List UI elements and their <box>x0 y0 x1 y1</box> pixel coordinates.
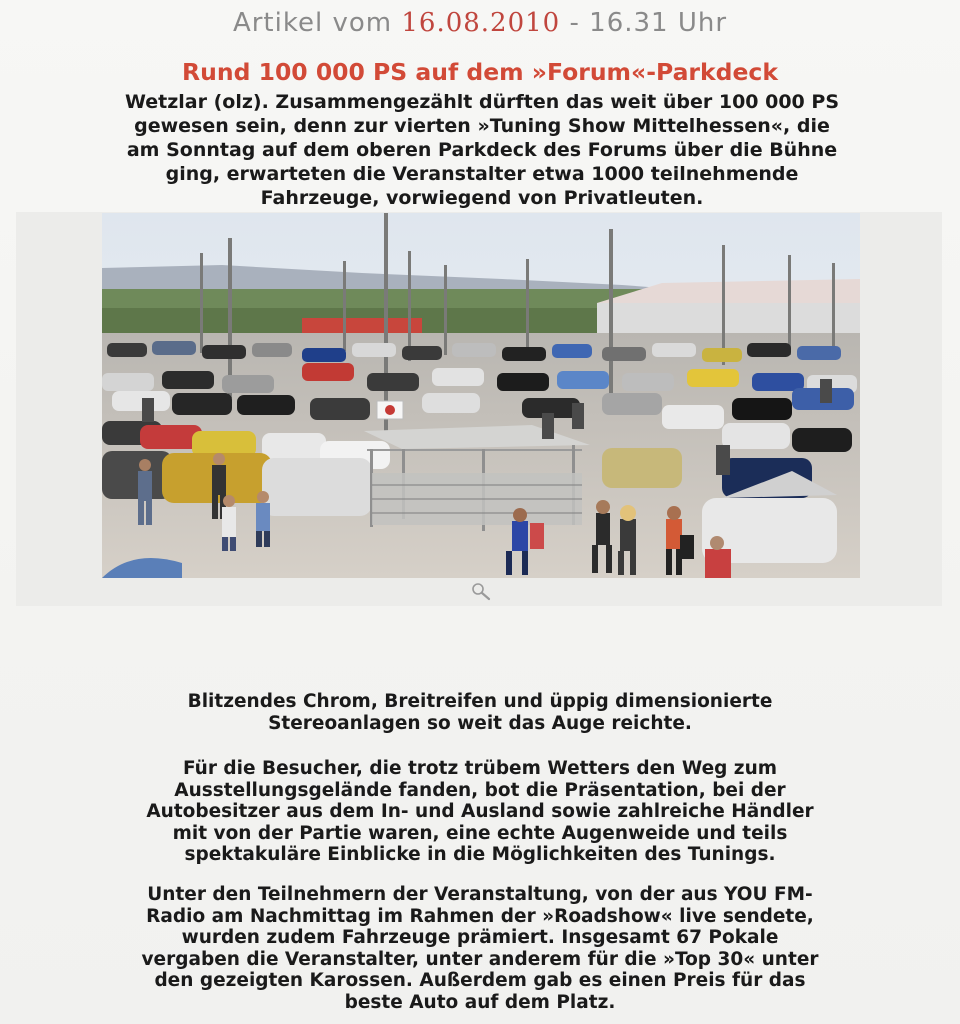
lead-line: am Sonntag auf dem oberen Parkdeck des Forums über die Bühne <box>126 139 838 161</box>
paragraph-line: Blitzendes Chrom, Breitreifen und üppig dimensionierte <box>187 691 773 712</box>
paragraph-line: Unter den Teilnehmern der Veranstaltung, von der aus YOU FM- <box>147 884 813 905</box>
paragraph-line: Für die Besucher, die trotz trübem Wetters den Weg zum <box>182 758 778 779</box>
paragraph-line: Stereoanlagen so weit das Auge reichte. <box>268 712 692 734</box>
lead-line: ging, erwarteten die Veranstalter etwa 1000 teilnehmende <box>165 163 799 185</box>
lead-line: Wetzlar (olz). Zusammengezählt dürften das weit über 100 000 PS <box>124 91 840 113</box>
article-photo[interactable] <box>102 213 860 578</box>
article-headline: Rund 100 000 PS auf dem »Forum«-Parkdeck <box>182 58 778 86</box>
article-paragraph <box>14 758 946 866</box>
article-paragraph <box>14 884 946 1013</box>
article-lead <box>22 90 942 210</box>
paragraph-line: mit von der Partie waren, eine echte Augenweide und teils <box>172 822 788 844</box>
lead-line: Fahrzeuge, vorwiegend von Privatleuten. <box>260 187 704 209</box>
zoom-magnifier-icon[interactable] <box>470 582 492 602</box>
article-paragraph <box>14 691 946 734</box>
paragraph-line: Ausstellungsgelände fanden, bot die Präsentation, bei der <box>174 779 786 801</box>
paragraph-line: Radio am Nachmittag im Rahmen der »Roadshow« live sendete, <box>146 905 814 927</box>
dateline-prefix: Artikel vom <box>232 8 402 38</box>
lead-line: gewesen sein, denn zur vierten »Tuning Show Mittelhessen«, die <box>134 115 830 137</box>
paragraph-line: wurden zudem Fahrzeuge prämiert. Insgesamt 67 Pokale <box>181 927 779 948</box>
paragraph-line: Autobesitzer aus dem In- und Ausland sowie zahlreiche Händler <box>146 801 814 822</box>
paragraph-line: den gezeigten Karossen. Außerdem gab es einen Preis für das <box>154 970 806 991</box>
paragraph-line: vergaben die Veranstalter, unter anderem für die »Top 30« unter <box>141 948 819 970</box>
article-dateline <box>0 8 960 38</box>
paragraph-line: beste Auto auf dem Platz. <box>344 991 616 1013</box>
car-show-photo <box>102 213 860 578</box>
dateline-time: - 16.31 Uhr <box>560 8 728 38</box>
paragraph-line: spektakuläre Einblicke in die Möglichkeiten des Tunings. <box>184 844 776 865</box>
article-date: 16.08.2010 <box>401 8 561 38</box>
